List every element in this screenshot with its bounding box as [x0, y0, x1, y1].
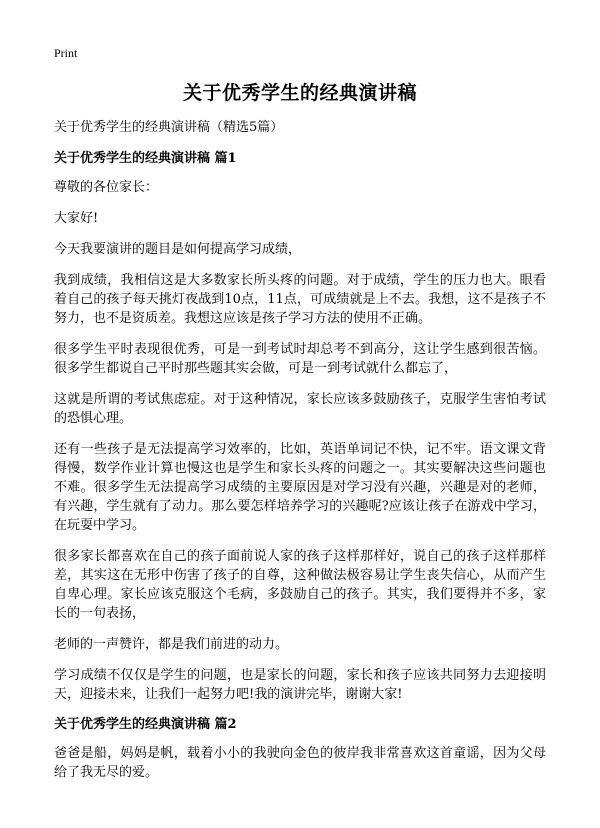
document-body	[54, 119, 546, 794]
paragraph: 尊敬的各位家长：	[54, 180, 159, 195]
document-subtitle: 关于优秀学生的经典演讲稿（精选5篇）	[54, 120, 284, 135]
print-link[interactable]: Print	[54, 46, 78, 60]
paragraph: 大家好!	[54, 211, 99, 226]
paragraph: 还有一些孩子是无法提高学习效率的，比如，英语单词记不快，记不牢。语文课文背得慢，数学作业计算也慢这也是学生和家长头疼的问题之一。其实要解决这些问题也不难。很多学生无法提高学习成绩的主要原因是对学习没有兴趣，兴趣是对的老师，有兴趣，学生就有了动力。那么要怎样培养学习的兴趣呢?应该让孩子在游戏中学习，在玩耍中学习。	[54, 442, 546, 533]
paragraph: 我到成绩，我相信这是大多数家长所头疼的问题。对于成绩，学生的压力也大。眼看着自己的孩子每天挑灯夜战到10点，11点，可成绩就是上不去。我想，这不是孩子不努力，也不是资质差。我想这应该是孩子学习方法的使用不正确。	[54, 273, 546, 326]
page-title: 关于优秀学生的经典演讲稿	[182, 82, 417, 104]
paragraph: 很多家长都喜欢在自己的孩子面前说人家的孩子这样那样好，说自己的孩子这样那样差，其实这在无形中伤害了孩子的自尊，这种做法极容易让学生丧失信心，从而产生自卑心理。家长应该克服这个毛病，多鼓励自己的孩子。其实，我们要得并不多，家长的一句表扬，	[54, 549, 546, 621]
paragraph: 爸爸是船，妈妈是帆，载着小小的我驶向金色的彼岸我非常喜欢这首童谣，因为父母给了我无尽的爱。	[54, 746, 546, 780]
section-heading-2: 关于优秀学生的经典演讲稿 篇2	[54, 717, 237, 732]
paragraph: 很多学生平时表现很优秀，可是一到考试时却总考不到高分，这让学生感到很苦恼。很多学生都说自己平时那些题其实会做，可是一到考试就什么都忘了，	[54, 342, 546, 376]
paragraph: 老师的一声赞许，都是我们前进的动力。	[54, 637, 289, 652]
paragraph: 这就是所谓的考试焦虑症。对于这种情况，家长应该多鼓励孩子，克服学生害怕考试的恐惧心理。	[54, 392, 546, 426]
section-heading-1: 关于优秀学生的经典演讲稿 篇1	[54, 151, 237, 166]
paragraph: 学习成绩不仅仅是学生的问题，也是家长的问题，家长和孩子应该共同努力去迎接明天，迎接未来，让我们一起努力吧!我的演讲完毕，谢谢大家!	[54, 668, 546, 702]
paragraph: 今天我要演讲的题目是如何提高学习成绩，	[54, 242, 302, 257]
